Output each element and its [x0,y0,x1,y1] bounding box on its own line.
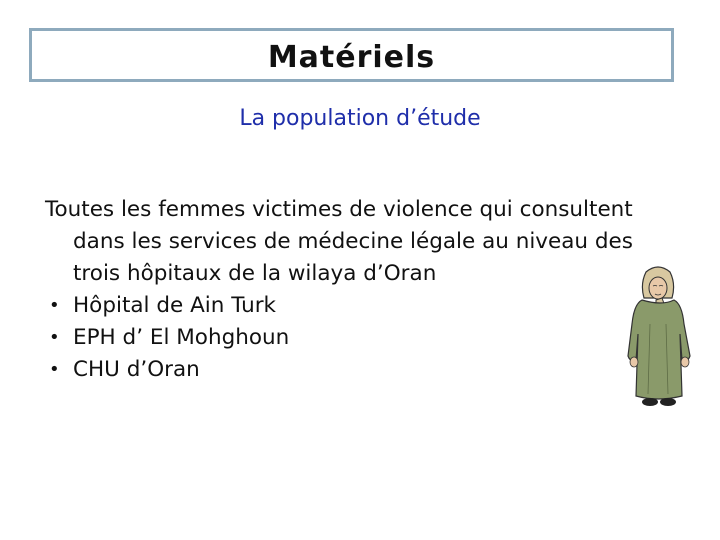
body-content [45,194,685,386]
list-item [45,354,685,386]
title-box [29,28,674,82]
bullet-icon: • [49,359,60,380]
hospital-list [45,290,685,386]
slide-title: Matériels [267,40,436,75]
list-item [45,322,685,354]
list-item-label: CHU d’Oran [73,357,200,382]
list-item-label: Hôpital de Ain Turk [73,293,276,318]
list-item-label: EPH d’ El Mohghoun [73,325,290,350]
bullet-icon: • [49,295,60,316]
elderly-woman-clipart-icon [622,264,694,409]
slide-subtitle: La population d’étude [239,106,481,131]
list-item [45,290,685,322]
body-paragraph: Toutes les femmes victimes de violence qui consultent dans les services de médecine légale au niveau des trois hôpitaux de la wilaya d’Oran [45,197,633,286]
bullet-icon: • [49,327,60,348]
